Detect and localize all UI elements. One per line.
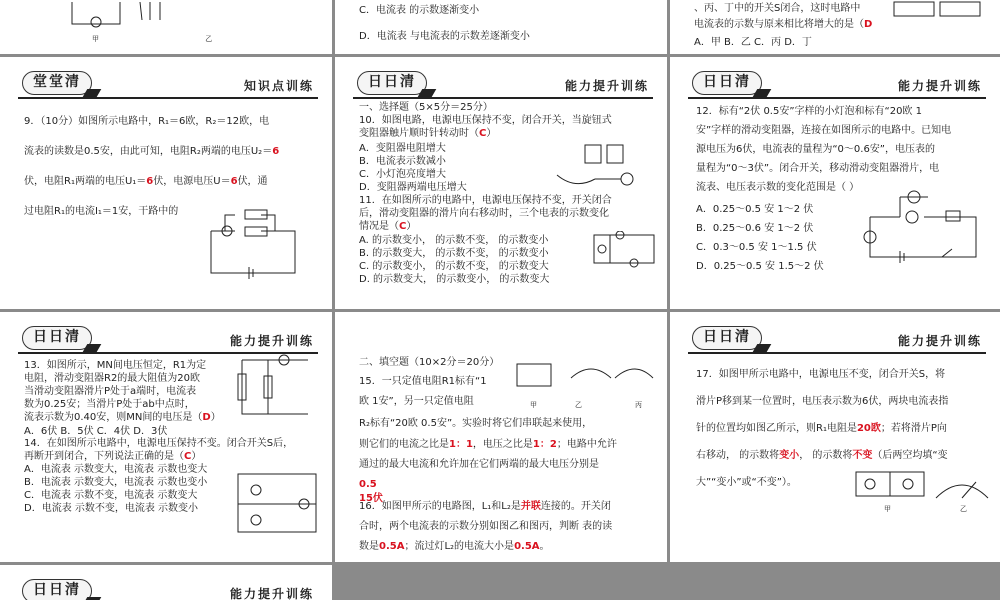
question-line: 通过的最大电流和允许加在它们两端的最大电压分别是: [359, 459, 599, 470]
answer: 变小: [779, 450, 800, 461]
question-line: 当滑动变阻器滑片P处于a端时，电流表: [24, 386, 197, 397]
option: D．电流表 示数不变，电流表 示数变小: [24, 503, 199, 514]
figure-label: 丙: [635, 401, 642, 409]
section-badge: 日日清: [357, 71, 427, 95]
option: B．电流表 示数变大，电流表 示数也变小: [24, 477, 208, 488]
page-top-left: [0, 0, 332, 54]
answer: C: [399, 221, 407, 232]
option: D．变阻器两端电压增大: [359, 182, 467, 193]
answer: 并联: [520, 501, 541, 512]
question-line: 后，滑动变阻器的滑片向右移动时，三个电表的示数变化: [359, 208, 609, 219]
option: A．0.25～0.5 安 1～2 伏: [696, 204, 814, 215]
section-title: 能力提升训练: [897, 79, 982, 93]
section-header: [18, 579, 318, 600]
answer: D: [202, 412, 211, 423]
figure-label: 乙: [575, 401, 582, 409]
option: C. 的示数变小， 的示数不变， 的示数变大: [359, 261, 549, 272]
option: A．6伏 B．5伏 C．4伏 D．3伏: [24, 426, 168, 437]
answer: 0.5A: [514, 541, 540, 552]
option: B. 的示数变大， 的示数不变， 的示数变小: [359, 248, 549, 259]
question-line: 电流表的示数与原来相比将增大的是（D: [694, 19, 873, 30]
option: C．小灯泡亮度增大: [359, 169, 446, 180]
option: A．变阻器电阻增大: [359, 143, 446, 154]
question-line: 电阻，滑动变阻器R2的最大阻值为20欧: [24, 373, 201, 384]
section-heading: 一、选择题（5×5分＝25分）: [359, 102, 493, 113]
question-line: 针的位置均如图乙所示，则R₁电阻是20欧；若将滑片P向: [696, 423, 947, 434]
question-line: 大”“变小”或“不变”）。: [696, 477, 797, 488]
question-line: 流表、电压表示数的变化范围是（ ）: [696, 182, 860, 193]
question-line: 滑片P移到某一位置时，电压表示数为6伏，两块电流表指: [696, 396, 949, 407]
page-panel-2: [335, 57, 667, 309]
answer: 20欧: [856, 423, 881, 434]
answer: C: [184, 451, 192, 462]
page-panel-3: [670, 57, 1000, 309]
option: D．0.25～0.5 安 1.5～2 伏: [696, 261, 824, 272]
answer: 6: [272, 146, 280, 157]
question-line: 伏，电阻R₁两端的电压U₁＝6伏，电源电压U＝6伏，通: [24, 176, 268, 187]
option: B．0.25～0.6 安 1～2 伏: [696, 223, 814, 234]
page-panel-5: [335, 312, 667, 562]
question-line: 右移动， 的示数将变小， 的示数将不变（后两空均填“变: [696, 450, 948, 461]
circuit-figure: [892, 0, 982, 20]
answer: 0.5: [359, 479, 377, 490]
answer: 1：2: [532, 439, 557, 450]
question-line: 16．如图甲所示的电路图，L₁和L₂是并联连接的。开关闭: [359, 501, 611, 512]
question-line: 11．在如图所示的电路中，电源电压保持不变，开关闭合: [359, 195, 612, 206]
option: D. 的示数变大， 的示数变小， 的示数变大: [359, 274, 550, 285]
section-heading: 二、填空题（10×2分＝20分）: [359, 357, 500, 368]
answer: C: [479, 128, 487, 139]
question-line: 9．（10分）如图所示电路中，R₁＝6欧，R₂＝12欧，电: [24, 116, 270, 127]
figure-label: 甲: [884, 505, 891, 513]
circuit-figure: [205, 205, 315, 285]
section-header: [688, 71, 986, 99]
section-header: [353, 71, 653, 99]
answer: 15伏: [359, 493, 383, 504]
section-header: [18, 71, 318, 99]
question-line: 欧 1安”，另一只定值电阻: [359, 396, 474, 407]
page-panel-4: [0, 312, 332, 562]
question-line: 数是0.5A；流过灯L₂的电流大小是0.5A。: [359, 541, 550, 552]
section-badge: 日日清: [692, 71, 762, 95]
circuit-figure: [555, 135, 645, 193]
section-badge: 日日清: [692, 326, 762, 350]
answer: 0.5A: [379, 541, 405, 552]
option-d: D．电流表 与电流表的示数差逐渐变小: [359, 31, 530, 42]
question-line: 合时，两个电流表的示数分别如图乙和图丙，判断 表的读: [359, 521, 613, 532]
question-line: 变阻器触片顺时针转动时（C）: [359, 128, 497, 139]
question-line: 过电阻R₁的电流I₁＝1安，干路中的: [24, 206, 179, 217]
section-badge: 日日清: [22, 579, 92, 600]
question-line: 17．如图甲所示电路中，电源电压不变，闭合开关S，将: [696, 369, 946, 380]
answer: 6: [146, 176, 154, 187]
section-title: 知识点训练: [243, 79, 314, 93]
page-top-mid: [335, 0, 667, 54]
page-top-right: [670, 0, 1000, 54]
question-line: 、丙、丁中的开关S闭合，这时电路中: [694, 3, 861, 14]
option: A. 的示数变小， 的示数不变， 的示数变小: [359, 235, 549, 246]
question-line: 流表示数为0.40安，则MN间的电压是（D）: [24, 412, 221, 423]
question-line: 10．如图电路，电源电压保持不变，闭合开关，当旋钮式: [359, 115, 612, 126]
section-title: 能力提升训练: [897, 334, 982, 348]
options: A．甲 B．乙 C．丙 D．丁: [694, 37, 812, 48]
section-title: 能力提升训练: [229, 587, 314, 600]
question-line: 则它们的电流之比是1：1，电压之比是1：2；电路中允许: [359, 439, 617, 450]
circuit-figure: [515, 358, 655, 398]
figure-label: 乙: [960, 505, 967, 513]
option-c: C．电流表 的示数逐渐变小: [359, 5, 480, 16]
section-badge: 堂堂清: [22, 71, 92, 95]
section-title: 能力提升训练: [564, 79, 649, 93]
ammeter-dial-figure: [932, 472, 992, 502]
page-panel-1: [0, 57, 332, 309]
page-panel-7: [0, 565, 332, 600]
option: C．电流表 示数不变，电流表 示数变大: [24, 490, 198, 501]
circuit-figure: [590, 231, 660, 271]
question-line: 数为0.25安；当滑片P处于ab中点时，: [24, 399, 195, 410]
question-line: 源电压为6伏，电流表的量程为“0～0.6安”，电压表的: [696, 144, 935, 155]
question-line: 流表的读数是0.5安，由此可知，电阻R₂两端的电压U₂＝6: [24, 146, 280, 157]
option: B．电流表示数减小: [359, 156, 446, 167]
answer: D: [864, 19, 873, 30]
question-line: 安”字样的滑动变阻器，连接在如图所示的电路中。已知电: [696, 125, 952, 136]
circuit-figure: [850, 462, 930, 502]
question-line: 再断开到闭合，下列说法正确的是（C）: [24, 451, 202, 462]
question-line: 量程为“0～3伏”。闭合开关，移动滑动变阻器滑片，电: [696, 163, 940, 174]
question-line: 情况是（C）: [359, 221, 417, 232]
answer: 1：1: [449, 439, 473, 450]
section-title: 能力提升训练: [229, 334, 314, 348]
option: C．0.3～0.5 安 1～1.5 伏: [696, 242, 817, 253]
section-badge: 日日清: [22, 326, 92, 350]
circuit-figure: [232, 468, 322, 538]
figure-label: 甲 乙: [92, 35, 265, 43]
question-line: 15．一只定值电阻R1标有“1: [359, 376, 487, 387]
circuit-figure: [228, 354, 318, 424]
section-header: [18, 326, 318, 354]
question-line: 12．标有“2伏 0.5安”字样的小灯泡和标有“20欧 1: [696, 106, 922, 117]
section-header: [688, 326, 986, 354]
figure-label: 甲: [530, 401, 537, 409]
page-panel-6: [670, 312, 1000, 562]
option: A．电流表 示数变大，电流表 示数也变大: [24, 464, 208, 475]
question-line: 14．在如图所示电路中，电源电压保持不变。闭合开关S后，: [24, 438, 294, 449]
answer: 6: [230, 176, 238, 187]
circuit-figure: [860, 185, 990, 265]
question-line: R₂标有“20欧 0.5安”。实验时将它们串联起来使用，: [359, 418, 593, 429]
answer: 不变: [852, 450, 873, 461]
question-line: 13．如图所示，MN间电压恒定，R1为定: [24, 360, 207, 371]
